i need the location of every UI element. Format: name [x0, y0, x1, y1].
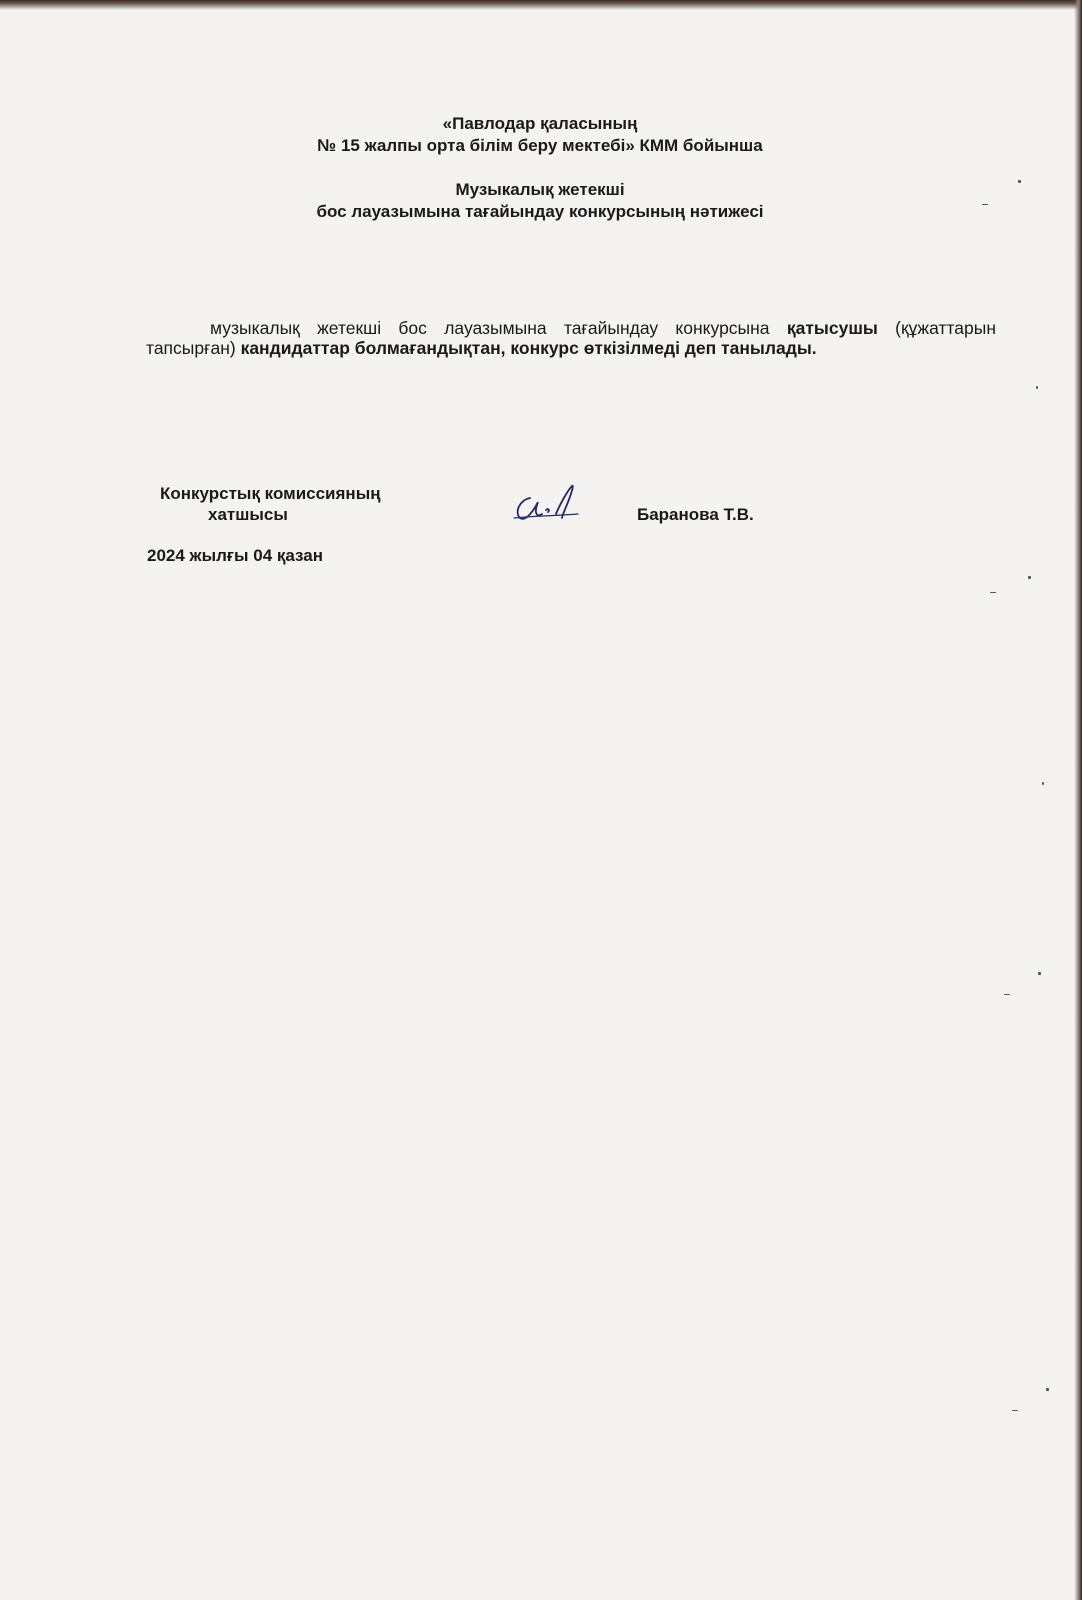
scan-speck: [1038, 972, 1041, 975]
scan-speck: [1004, 994, 1010, 995]
scan-speck: [1046, 1388, 1049, 1391]
header-org-line2: № 15 жалпы орта білім беру мектебі» КММ бойынша: [317, 136, 763, 155]
signatory-title-line2: хатшысы: [208, 505, 288, 524]
paragraph-part2: қатысушы: [786, 318, 878, 338]
paragraph-part3: (құжаттарын тапсырған): [146, 318, 996, 358]
scan-speck: [1042, 782, 1044, 785]
scan-speck: [1018, 180, 1021, 183]
handwritten-signature: [512, 478, 582, 524]
scan-speck: [1028, 576, 1031, 579]
scan-speck: [1012, 1410, 1018, 1411]
scan-speck: [990, 592, 996, 593]
paragraph-part4: кандидаттар болмағандықтан, конкурс өткізілмеді деп танылады.: [240, 338, 817, 358]
scan-speck: [1036, 386, 1038, 389]
header-title-line2: бос лауазымына тағайындау конкурсының нәтижесі: [316, 202, 764, 221]
scan-speck: [982, 204, 988, 205]
signatory-title: [160, 483, 460, 525]
signatory-title-line1: Конкурстық комиссияның: [160, 484, 381, 503]
signatory-name: Баранова Т.В.: [637, 505, 754, 524]
paragraph-part1: музыкалық жетекші бос лауазымына тағайындау конкурсына: [210, 318, 787, 338]
header-org-line1: «Павлодар қаласының: [442, 114, 638, 133]
document-header: [300, 113, 780, 223]
document-date: 2024 жылғы 04 қазан: [147, 546, 323, 565]
result-paragraph: [146, 318, 996, 358]
header-title-line1: Музыкалық жетекші: [455, 180, 625, 199]
